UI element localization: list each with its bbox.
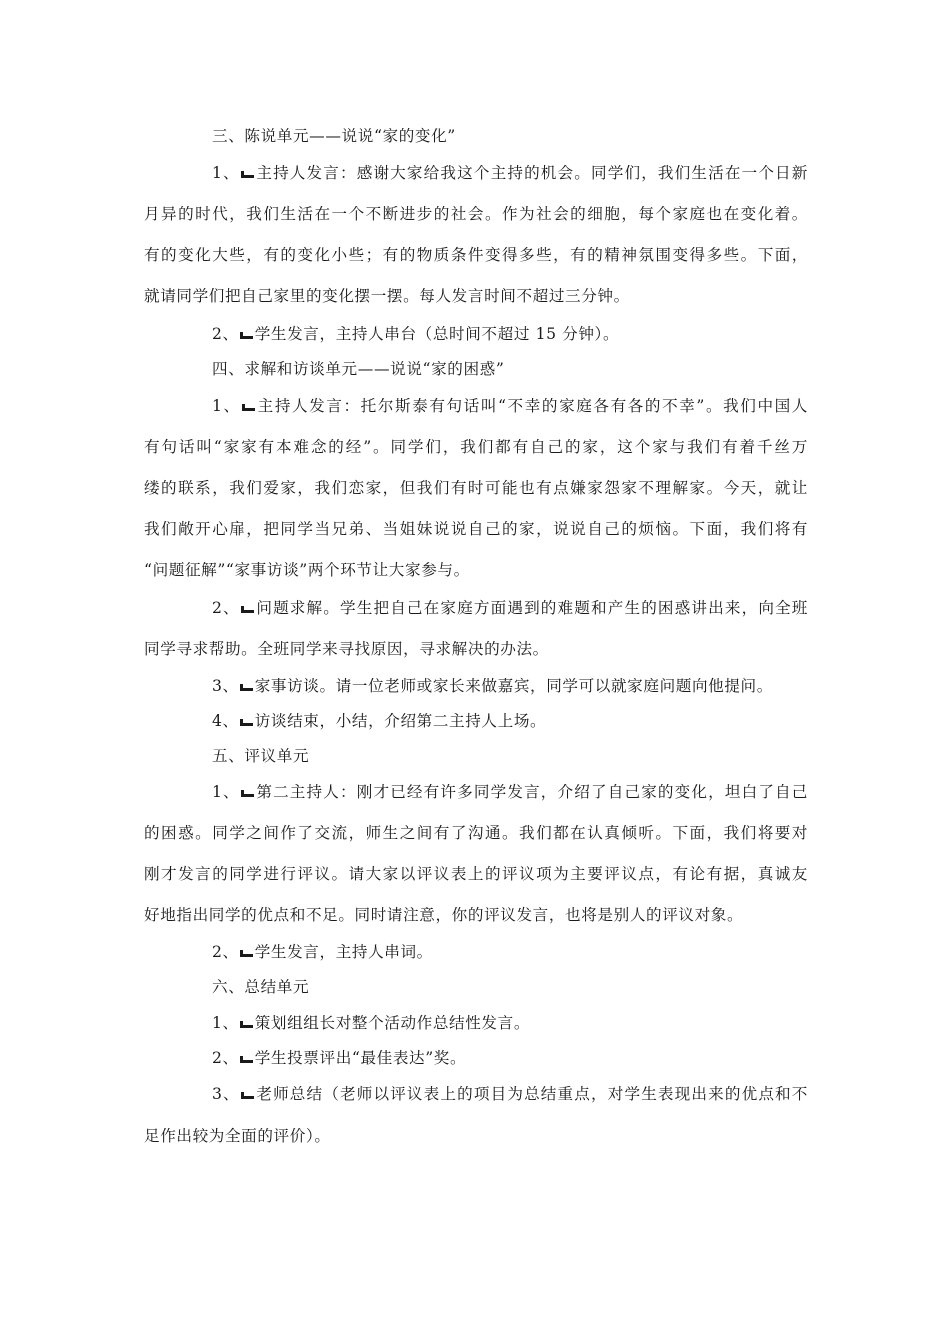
list-item-first-line (212, 711, 808, 731)
item-number: 1、 (212, 397, 241, 415)
item-continuation-line: 缕的联系，我们爱家，我们恋家，但我们有时可能也有点嫌家怨家不理解家。今天，就让 (144, 479, 808, 497)
item-number: 2、 (212, 325, 239, 343)
list-item-first-line (212, 396, 808, 416)
item-text: 老师总结（老师以评议表上的项目为总结重点，对学生表现出来的优点和不 (255, 1085, 808, 1103)
item-continuation-line: 的困惑。同学之间作了交流，师生之间有了沟通。我们都在认真倾听。下面，我们将要对 (144, 824, 808, 842)
bullet-mark-icon (240, 605, 255, 614)
item-text: 学生发言，主持人串台（总时间不超过 15 分钟）。 (254, 325, 620, 343)
bullet-mark-icon (240, 789, 255, 798)
bullet-mark-icon (239, 949, 254, 958)
item-number: 1、 (212, 164, 240, 182)
item-text: 学生发言，主持人串词。 (254, 943, 433, 961)
bullet-mark-icon (241, 403, 256, 412)
item-text: 主持人发言：感谢大家给我这个主持的机会。同学们，我们生活在一个日新 (255, 164, 808, 182)
item-continuation-line: 有句话叫“家家有本难念的经”。同学们，我们都有自己的家，这个家与我们有着千丝万 (144, 438, 808, 456)
bullet-mark-icon (239, 331, 254, 340)
section-heading: 五、评议单元 (212, 747, 310, 765)
list-item-first-line (212, 782, 808, 802)
list-item-first-line (212, 1048, 808, 1068)
item-continuation-line: 同学寻求帮助。全班同学来寻找原因，寻求解决的办法。 (144, 640, 549, 658)
list-item-first-line (212, 163, 808, 183)
item-number: 1、 (212, 1014, 239, 1032)
item-text: 访谈结束，小结，介绍第二主持人上场。 (254, 712, 547, 730)
item-text: 学生投票评出“最佳表达”奖。 (254, 1049, 467, 1067)
item-continuation-line: “问题征解”“家事访谈”两个环节让大家参与。 (144, 561, 470, 579)
bullet-mark-icon (239, 683, 254, 692)
bullet-mark-icon (239, 718, 254, 727)
item-continuation-line: 月异的时代，我们生活在一个不断进步的社会。作为社会的细胞，每个家庭也在变化着。 (144, 205, 808, 223)
item-number: 4、 (212, 712, 239, 730)
item-text: 主持人发言：托尔斯泰有句话叫“不幸的家庭各有各的不幸”。我们中国人 (256, 397, 808, 415)
section-heading: 四、求解和访谈单元——说说“家的困惑” (212, 360, 505, 378)
list-item-first-line (212, 598, 808, 618)
item-continuation-line: 就请同学们把自己家里的变化摆一摆。每人发言时间不超过三分钟。 (144, 287, 630, 305)
item-text: 家事访谈。请一位老师或家长来做嘉宾，同学可以就家庭问题向他提问。 (254, 677, 773, 695)
section-heading: 三、陈说单元——说说“家的变化” (212, 127, 456, 145)
bullet-mark-icon (240, 1091, 255, 1100)
item-number: 3、 (212, 677, 239, 695)
item-number: 1、 (212, 783, 240, 801)
item-text: 策划组组长对整个活动作总结性发言。 (254, 1014, 531, 1032)
list-item-first-line (212, 324, 808, 344)
bullet-mark-icon (239, 1055, 254, 1064)
list-item-first-line (212, 676, 808, 696)
list-item-first-line (212, 1084, 808, 1104)
item-text: 第二主持人：刚才已经有许多同学发言，介绍了自己家的变化，坦白了自己 (255, 783, 808, 801)
item-continuation-line: 足作出较为全面的评价）。 (144, 1127, 331, 1145)
item-continuation-line: 刚才发言的同学进行评议。请大家以评议表上的评议项为主要评议点，有论有据，真诚友 (144, 865, 808, 883)
bullet-mark-icon (240, 170, 255, 179)
item-number: 2、 (212, 599, 240, 617)
item-continuation-line: 我们敞开心扉，把同学当兄弟、当姐妹说说自己的家，说说自己的烦恼。下面，我们将有 (144, 520, 808, 538)
item-number: 3、 (212, 1085, 240, 1103)
section-heading: 六、总结单元 (212, 978, 310, 996)
item-continuation-line: 好地指出同学的优点和不足。同时请注意，你的评议发言，也将是别人的评议对象。 (144, 906, 744, 924)
list-item-first-line (212, 1013, 808, 1033)
item-text: 问题求解。学生把自己在家庭方面遇到的难题和产生的困惑讲出来，向全班 (255, 599, 808, 617)
list-item-first-line (212, 942, 808, 962)
item-number: 2、 (212, 1049, 239, 1067)
item-continuation-line: 有的变化大些，有的变化小些；有的物质条件变得多些，有的精神氛围变得多些。下面， (144, 246, 808, 264)
item-number: 2、 (212, 943, 239, 961)
bullet-mark-icon (239, 1020, 254, 1029)
